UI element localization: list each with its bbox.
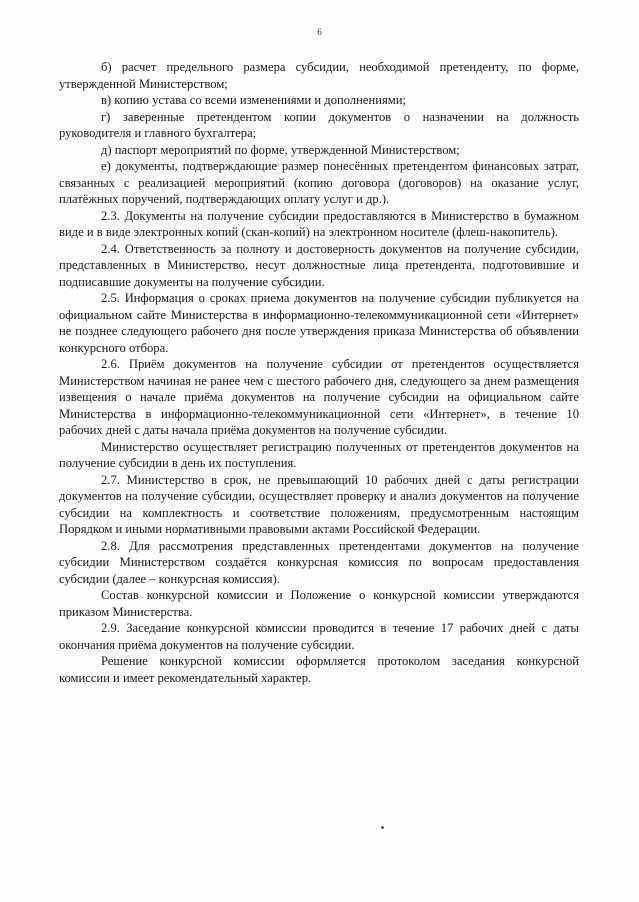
paragraph-v: в) копию устава со всеми изменениями и дополнениями; xyxy=(101,93,406,107)
paragraph-2-8: 2.8. Для рассмотрения представленных претендентами документов на получение субсидии Министерством создаётся конкурсная комиссия по вопросам предоставления субсидии (далее – конкурсная комиссия). xyxy=(59,538,579,586)
paragraph-2-6: 2.6. Приём документов на получение субсидии от претендентов осуществляется Министерством начиная не ранее чем с шестого рабочего дня, следующего за днем размещения извещения о начале приёма документов на получение субсидии на официальном сайте Министерства в информационно-телекоммуникационной сети «Интернет», в течение 10 рабочих дней с даты начала приёма документов на получение субсидии. xyxy=(59,357,579,437)
paragraph-2-3: 2.3. Документы на получение субсидии предоставляются в Министерство в бумажном виде и в виде электронных копий (скан-копий) на электронном носителе (флеш-накопитель). xyxy=(59,208,579,239)
paragraph-d: д) паспорт мероприятий по форме, утвержденной Министерством; xyxy=(101,142,460,157)
scan-speck xyxy=(381,826,384,829)
paragraph-2-7: 2.7. Министерство в срок, не превышающий 10 рабочих дней с даты регистрации документов на получение субсидии, осуществляет проверку и анализ документов на получение субсидии на комплектность и соответствие положениям, предусмотренным настоящим Порядком и иными нормативными правовыми актами Российской Федерации. xyxy=(59,472,579,536)
body-text xyxy=(59,59,579,686)
paragraph-e: е) документы, подтверждающие размер понесённых претендентом финансовых затрат, связанных с реализацией мероприятий (копию договора (договоров) на оказание услуг, платёжных поручений, подтверждающих оплату услуг и др.). xyxy=(59,159,579,206)
paragraph-b: б) расчет предельного размера субсидии, необходимой претенденту, по форме, утвержденной Министерством; xyxy=(59,60,579,91)
paragraph-commission-composition: Состав конкурсной комиссии и Положение о конкурсной комиссии утверждаются приказом Министерства. xyxy=(59,588,579,619)
paragraph-decision: Решение конкурсной комиссии оформляется протоколом заседания конкурсной комиссии и имеет рекомендательный характер. xyxy=(59,654,579,685)
paragraph-2-4: 2.4. Ответственность за полноту и достоверность документов на получение субсидии, представленных в Министерство, несут должностные лица претендента, подготовившие и подписавшие документы на получение субсидии. xyxy=(59,241,579,289)
paragraph-2-9: 2.9. Заседание конкурсной комиссии проводится в течение 17 рабочих дней с даты окончания приёма документов на получение субсидии. xyxy=(59,621,579,652)
paragraph-2-5: 2.5. Информация о сроках приема документов на получение субсидии публикуется на официальном сайте Министерства в информационно-телекоммуникационной сети «Интернет» не позднее следующего рабочего дня после утверждения приказа Министерства об объявлении конкурсного отбора. xyxy=(59,291,579,355)
paragraph-registration: Министерство осуществляет регистрацию полученных от претендентов документов на получение субсидии в день их поступления. xyxy=(59,439,579,470)
paragraph-g: г) заверенные претендентом копии документов о назначении на должность руководителя и главного бухгалтера; xyxy=(59,109,579,140)
page-number: 6 xyxy=(317,27,322,37)
